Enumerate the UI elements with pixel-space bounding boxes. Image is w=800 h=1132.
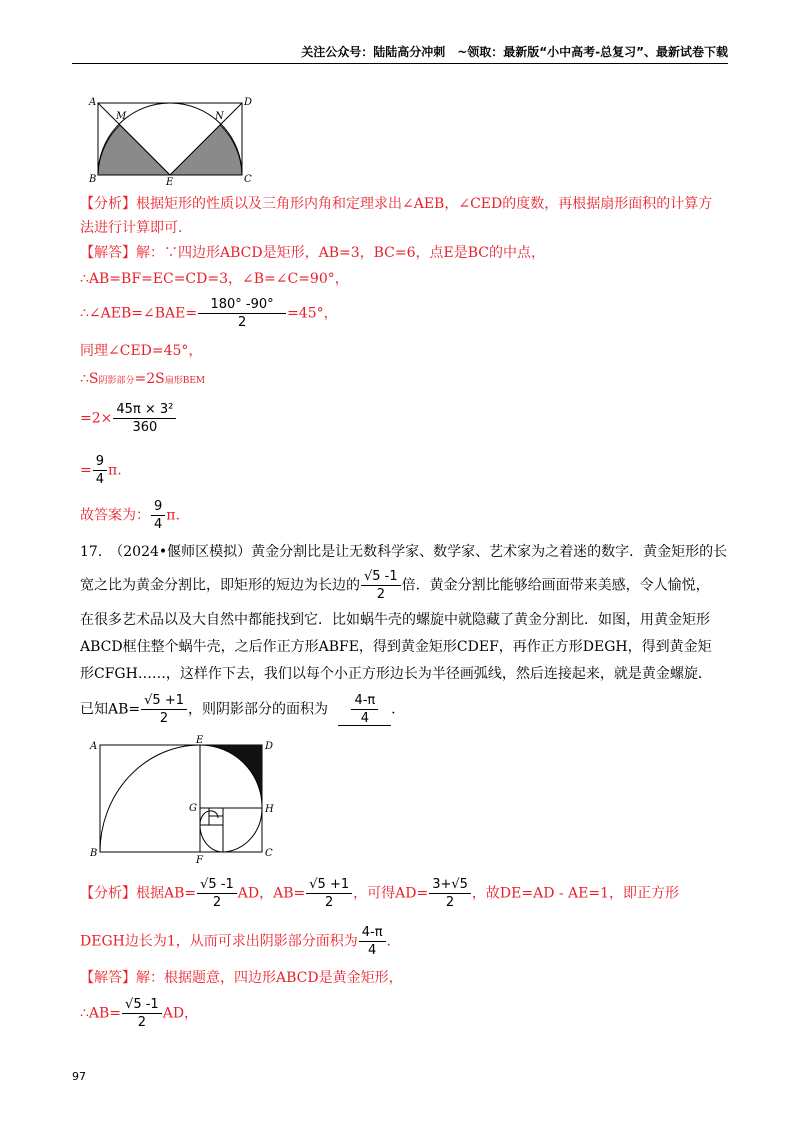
label-H: H (265, 804, 274, 815)
label-E: E (166, 177, 174, 187)
q17-stem-line6: 已知AB= $\frac{√5 +1}{2}$ ，则阴影部分的面积为 $\frac{4-\pi}{4}$ ． (80, 693, 406, 726)
page-header: 关注公众号：陆陆高分冲刺 ~领取：最新版“小中高考-总复习”、最新试卷下载 (72, 40, 728, 64)
q17-stem-line2: 宽之比为黄金分割比，即矩形的短边为长边的 $\frac{√5 -1}{2}$ 倍．黄金分割比能够给画面带来美感，令人愉悦， (80, 569, 710, 602)
q16-answer-line6: =2× $\frac{\text{45π × 3²}}{360}$ (80, 403, 177, 434)
q17-answer-line1: 【解答】解：根据题意，四边形ABCD是黄金矩形， (80, 970, 403, 986)
q16-analysis-line1: 【分析】根据矩形的性质以及三角形内角和定理求出∠AEB，∠CED的度数，再根据扇形面积的计算方 (80, 196, 713, 212)
label-B: B (89, 174, 97, 185)
q17-stem-line1: 17. （2024•偃师区模拟）黄金分割比是让无数科学家、数学家、艺术家为之着迷的数字．黄金矩形的长 (80, 544, 728, 560)
q16-answer-line2: ∴AB=BF=EC=CD=3，∠B=∠C=90°， (80, 271, 349, 287)
q17-answer-blank: $\frac{4-\pi}{4}$ (338, 694, 391, 726)
shaded-sector-right (170, 125, 242, 175)
figure-rectangle-semicircle (88, 92, 263, 187)
label-A: A (89, 97, 97, 108)
q16-answer-line7: = $\frac{9}{4}$ π. (80, 454, 122, 487)
label-G: G (189, 803, 197, 814)
label-D: D (244, 97, 253, 108)
shaded-sector-left (98, 125, 170, 175)
q16-answer-line5: ∴S阴影部分=2S扇形BEM (80, 371, 206, 387)
q17-answer-line2: ∴AB= $\frac{√5 -1}{2}$ AD， (80, 997, 199, 1030)
label-B: B (90, 848, 98, 859)
label-C: C (265, 848, 273, 859)
q17-analysis-line2: DEGH边长为1，从而可求出阴影部分面积为 $\frac{4-\pi}{4}$ . (80, 925, 391, 958)
label-M: M (116, 111, 127, 122)
q16-final-answer: 故答案为： $\frac{9}{4}$ π. (80, 499, 180, 532)
q16-answer-line3: ∴∠AEB=∠BAE= $\frac{180^\circ -90^\circ}{2}$ =45°， (80, 297, 338, 330)
label-F: F (196, 855, 203, 865)
label-D: D (265, 741, 274, 752)
label-N: N (215, 111, 224, 122)
label-A: A (90, 741, 98, 752)
q17-stem-line3: 在很多艺术品以及大自然中都能找到它．比如蜗牛壳的螺旋中就隐藏了黄金分割比．如图，用黄金矩形 (80, 612, 710, 628)
q17-stem-line5: 形CFGH……，这样作下去，我们以每个小正方形边长为半径画弧线，然后连接起来，就是黄金螺旋． (80, 666, 712, 682)
q17-analysis-line1: 【分析】根据AB= $\frac{√5 -1}{2}$ AD，AB= $\frac{√5 +1}{2}$ ，可得AD= $\frac{3+√5}{2}$ ，故DE=AD - AE=1，即正方形 (80, 877, 680, 910)
q16-answer-line4: 同理∠CED=45°， (80, 343, 203, 359)
page-number: 97 (72, 1070, 86, 1083)
q16-analysis-line2: 法进行计算即可. (80, 220, 183, 236)
figure-golden-spiral (88, 735, 288, 865)
q17-stem-line4: ABCD框住整个蜗牛壳，之后作正方形ABFE，得到黄金矩形CDEF，再作正方形DEGH，得到黄金矩 (80, 639, 712, 655)
label-E: E (196, 735, 204, 746)
q16-answer-line1: 【解答】解：∵四边形ABCD是矩形，AB=3，BC=6，点E是BC的中点， (80, 245, 546, 261)
shaded-region (200, 745, 262, 808)
label-C: C (244, 174, 252, 185)
